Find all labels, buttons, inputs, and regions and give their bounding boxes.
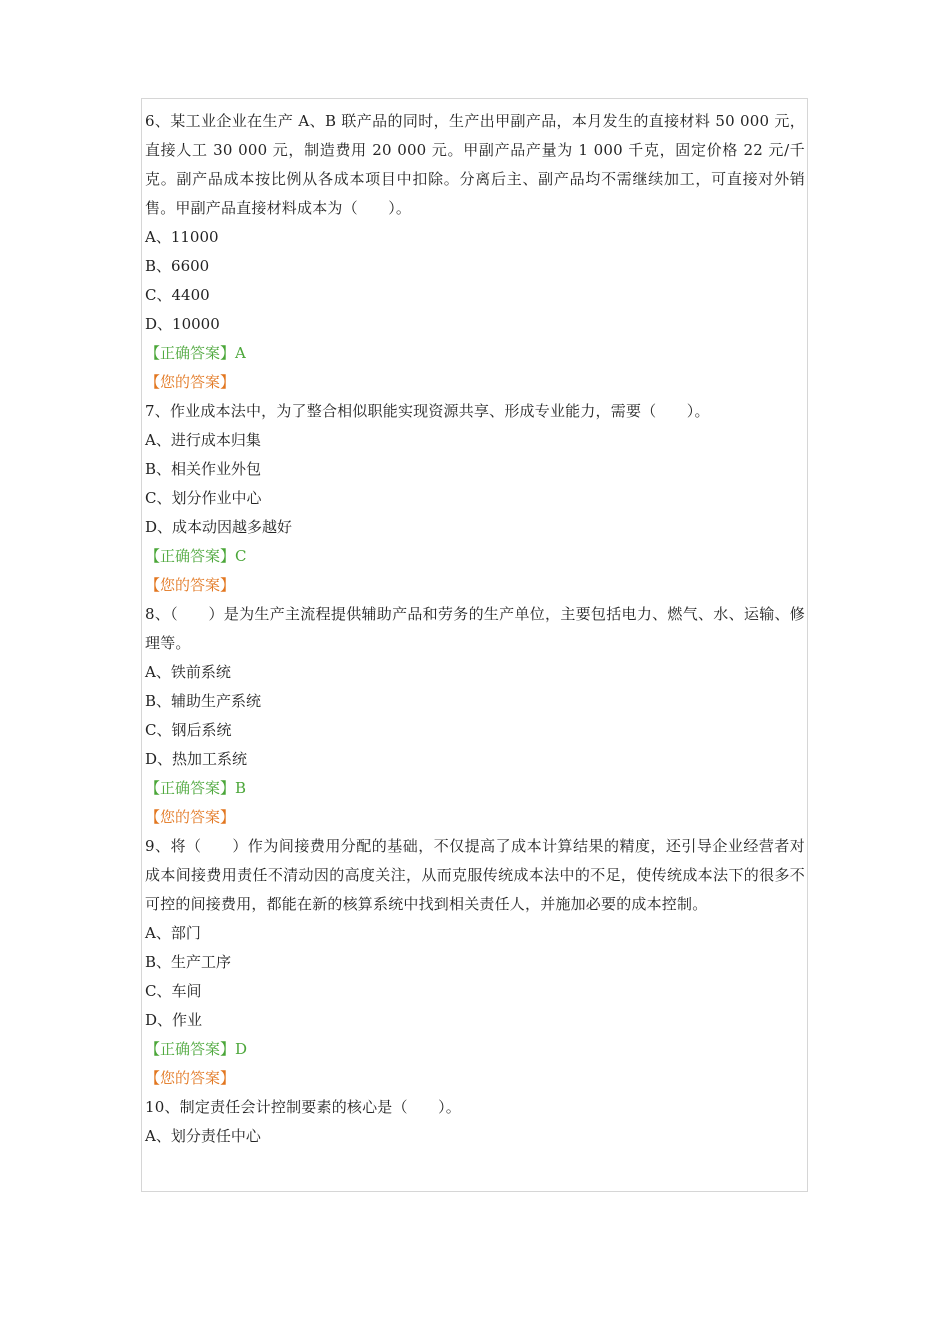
question-text: 6、某工业企业在生产 A、B 联产品的同时，生产出甲副产品，本月发生的直接材料 50 000 元，直接人工 30 000 元，制造费用 20 000 元。甲副产品产量为 1 000 千克，固定价格 22 元/千克。副产品成本按比例从各成本项目中扣除。分离后主、副产品均不需继续加工，可直接对外销售。甲副产品直接材料成本为（ ）。 — [145, 112, 805, 217]
question-text: 10、制定责任会计控制要素的核心是（ ）。 — [145, 1098, 461, 1116]
correct-answer: 【正确答案】C — [145, 547, 247, 565]
option-b: B、相关作业外包 — [145, 460, 262, 478]
question-7 — [145, 397, 805, 600]
question-text: 8、（ ）是为生产主流程提供辅助产品和劳务的生产单位，主要包括电力、燃气、水、运输、修理等。 — [145, 605, 805, 652]
option-b: B、辅助生产系统 — [145, 692, 262, 710]
your-answer: 【您的答案】 — [145, 576, 236, 594]
question-10 — [145, 1093, 805, 1151]
option-d: D、10000 — [145, 315, 220, 333]
your-answer: 【您的答案】 — [145, 373, 236, 391]
option-c: C、4400 — [145, 286, 210, 304]
option-a: A、划分责任中心 — [145, 1127, 261, 1145]
document-frame — [141, 98, 808, 1192]
your-answer: 【您的答案】 — [145, 1069, 236, 1087]
option-a: A、铁前系统 — [145, 663, 231, 681]
option-d: D、成本动因越多越好 — [145, 518, 293, 536]
option-b: B、6600 — [145, 257, 210, 275]
option-c: C、钢后系统 — [145, 721, 232, 739]
question-text: 9、将（ ）作为间接费用分配的基础，不仅提高了成本计算结果的精度，还引导企业经营者对成本间接费用责任不清动因的高度关注，从而克服传统成本法中的不足，使传统成本法下的很多不可控的间接费用，都能在新的核算系统中找到相关责任人，并施加必要的成本控制。 — [145, 837, 805, 913]
option-a: A、11000 — [145, 228, 219, 246]
option-d: D、热加工系统 — [145, 750, 248, 768]
option-c: C、车间 — [145, 982, 202, 1000]
question-list — [145, 107, 805, 1151]
correct-answer: 【正确答案】B — [145, 779, 247, 797]
option-d: D、作业 — [145, 1011, 203, 1029]
option-c: C、划分作业中心 — [145, 489, 262, 507]
question-6 — [145, 107, 805, 397]
question-text: 7、作业成本法中，为了整合相似职能实现资源共享、形成专业能力，需要（ ）。 — [145, 402, 710, 420]
question-8 — [145, 600, 805, 832]
option-a: A、进行成本归集 — [145, 431, 261, 449]
option-a: A、部门 — [145, 924, 201, 942]
question-9 — [145, 832, 805, 1093]
option-b: B、生产工序 — [145, 953, 232, 971]
your-answer: 【您的答案】 — [145, 808, 236, 826]
correct-answer: 【正确答案】A — [145, 344, 246, 362]
correct-answer: 【正确答案】D — [145, 1040, 248, 1058]
